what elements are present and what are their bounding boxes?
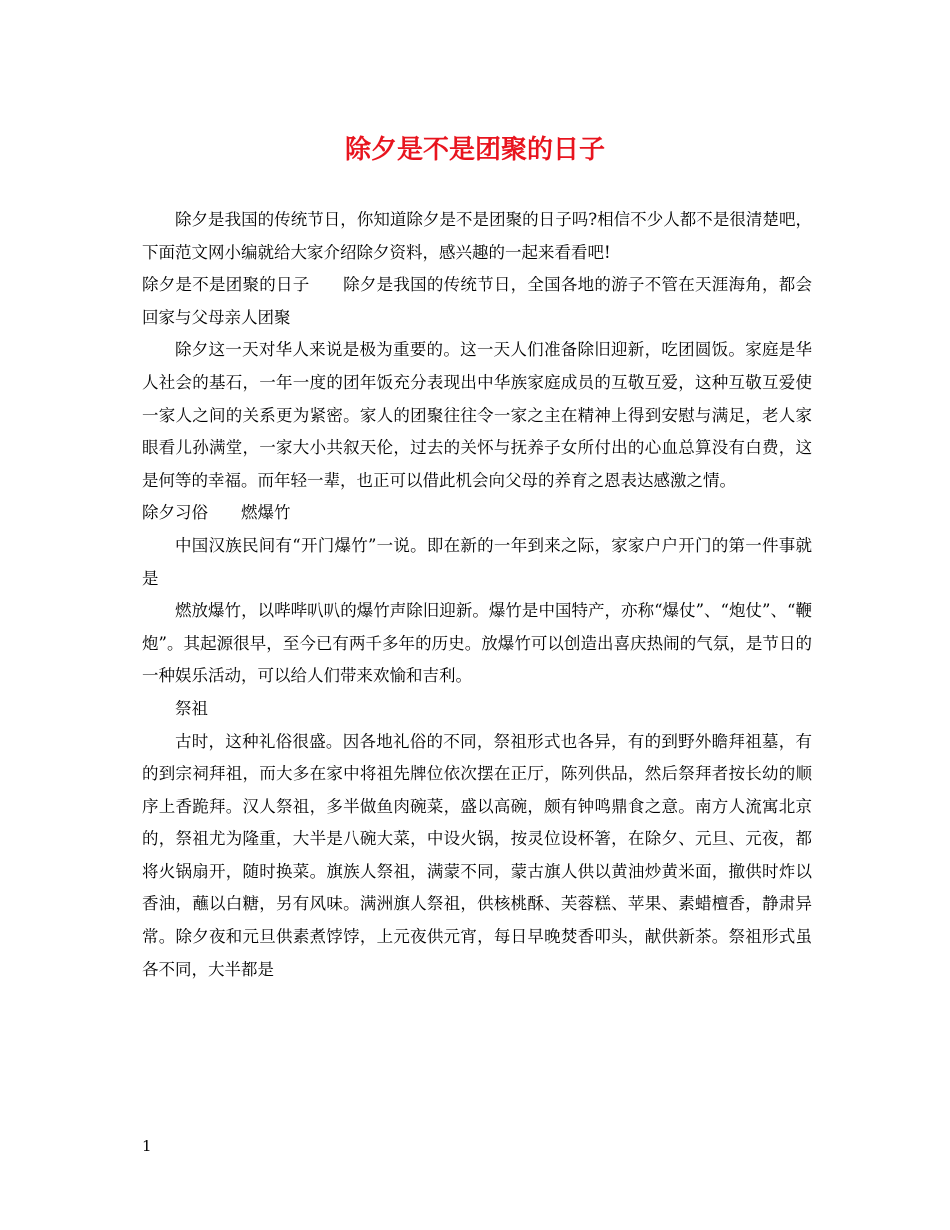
page-number: 1 — [142, 1137, 152, 1155]
section-heading: 除夕习俗 燃爆竹 — [142, 503, 291, 523]
paragraph: 除夕是我国的传统节日，你知道除夕是不是团聚的日子吗?相信不少人都不是很清楚吧，下面范文网小编就给大家介绍除夕资料，感兴趣的一起来看看吧! — [142, 210, 812, 262]
paragraph: 中国汉族民间有“开门爆竹”一说。即在新的一年到来之际，家家户户开门的第一件事就是 — [142, 535, 812, 588]
section-heading: 祭祖 — [175, 698, 208, 718]
paragraph: 除夕是不是团聚的日子 除夕是我国的传统节日，全国各地的游子不管在天涯海角，都会回家与父母亲人团聚 — [142, 275, 812, 327]
document-body — [142, 204, 812, 986]
document-title: 除夕是不是团聚的日子 — [344, 135, 605, 165]
paragraph: 燃放爆竹，以哔哔叭叭的爆竹声除旧迎新。爆竹是中国特产，亦称“爆仗”、“炮仗”、“鞭炮”。其起源很早，至今已有两千多年的历史。放爆竹可以创造出喜庆热闹的气氛，是节日的一种娱乐活动，可以给人们带来欢愉和吉利。 — [142, 601, 812, 686]
paragraph: 除夕这一天对华人来说是极为重要的。这一天人们准备除旧迎新，吃团圆饭。家庭是华人社会的基石，一年一度的团年饭充分表现出中华族家庭成员的互敬互爱，这种互敬互爱使一家人之间的关系更为紧密。家人的团聚往往令一家之主在精神上得到安慰与满足，老人家眼看儿孙满堂，一家大小共叙天伦，过去的关怀与抚养子女所付出的心血总算没有白费，这是何等的幸福。而年轻一辈，也正可以借此机会向父母的养育之恩表达感激之情。 — [142, 340, 812, 490]
paragraph: 古时，这种礼俗很盛。因各地礼俗的不同，祭祖形式也各异，有的到野外瞻拜祖墓，有的到宗祠拜祖，而大多在家中将祖先牌位依次摆在正厅，陈列供品，然后祭拜者按长幼的顺序上香跪拜。汉人祭祖，多半做鱼肉碗菜，盛以高碗，颇有钟鸣鼎食之意。南方人流寓北京的，祭祖尤为隆重，大半是八碗大菜，中设火锅，按灵位设杯箸，在除夕、元旦、元夜，都将火锅扇开，随时换菜。旗族人祭祖，满蒙不同，蒙古旗人供以黄油炒黄米面，撤供时炸以香油，蘸以白糖，另有风味。满洲旗人祭祖，供核桃酥、芙蓉糕、苹果、素蜡檀香，静肃异常。除夕夜和元旦供素煮饽饽，上元夜供元宵，每日早晚焚香叩头，献供新茶。祭祖形式虽各不同，大半都是 — [142, 731, 812, 979]
